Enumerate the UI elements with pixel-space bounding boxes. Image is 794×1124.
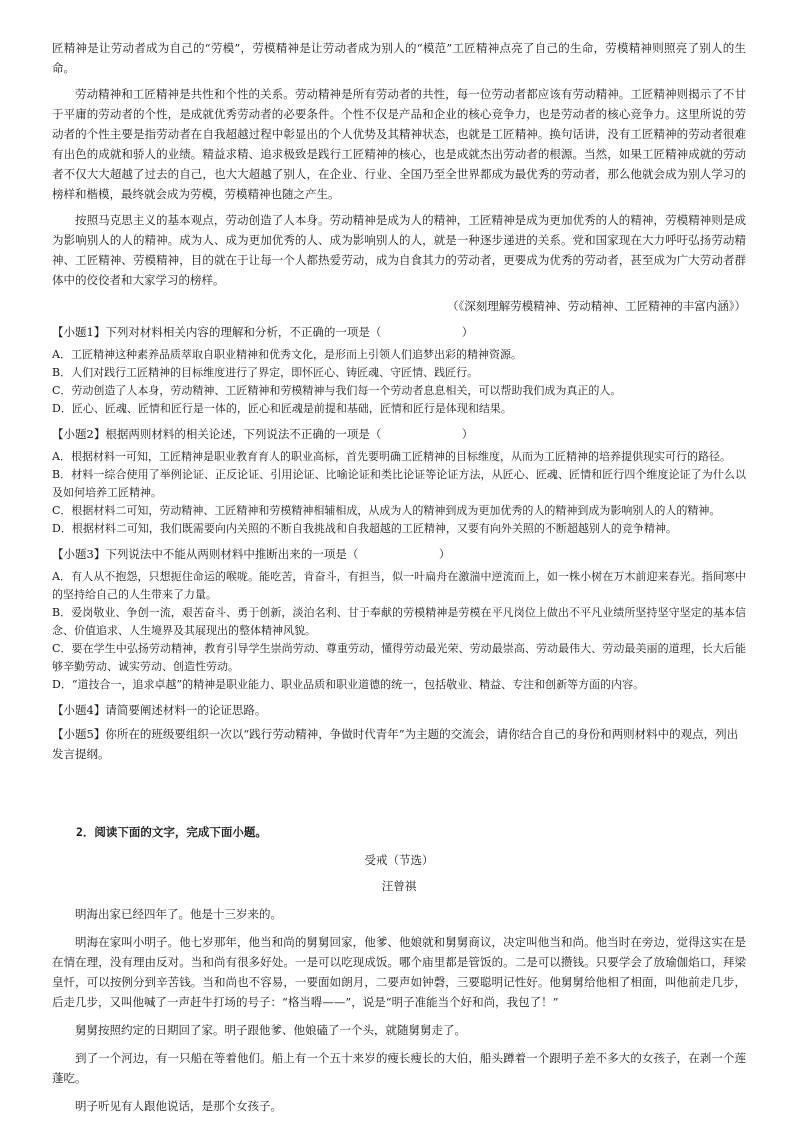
question-3 (52, 544, 746, 694)
document-page (52, 38, 746, 1124)
story-paragraph: 舅舅按照约定的日期回了家。明子跟他爹、他娘磕了一个头，就随舅舅走了。 (75, 1023, 466, 1037)
question-2 (52, 424, 746, 538)
passage-paragraph: 匠精神是让劳动者成为自己的“劳模”，劳模精神是让劳动者成为别人的“模范”工匠精神点亮了自己的生命，劳模精神则照亮了别人的生命。 (52, 41, 746, 75)
question-stem: 【小题3】下列说法中不能从两则材料中推断出来的一项是（ ） (52, 547, 451, 561)
story-body (52, 904, 746, 1116)
question-stem: 【小题2】根据两则材料的相关论述，下列说法不正确的一项是（ ） (52, 427, 474, 441)
section-2-heading: 2．阅读下面的文字，完成下面小题。 (76, 825, 267, 839)
option-c[interactable]: C．劳动创造了人本身，劳动精神、工匠精神和劳模精神与我们每一个劳动者息息相关，可以帮助我们成为真正的人。 (52, 384, 622, 397)
passage-paragraph: 按照马克思主义的基本观点，劳动创造了人本身。劳动精神是成为人的精神，工匠精神是成为更加优秀的人的精神，劳模精神则是成为影响别人的人的精神。成为人、成为更加优秀的人、成为影响别人的人，就是一种逐步递进的关系。党和国家现在大力呼吁弘扬劳动精神、工匠精神、劳模精神，目的就在于让每一个人都热爱劳动，成为自食其力的劳动者，更要成为优秀的劳动者，甚至成为广大劳动者群体中的佼佼者和大家学习的榜样。 (52, 213, 746, 287)
question-1 (52, 322, 746, 418)
option-a[interactable]: A．有人从不抱怨，只想扼住命运的喉咙。能吃苦，肯奋斗，有担当，似一叶扁舟在激湍中逆流而上，如一株小树在万木前迎来春光。指间寒中的坚持给自己的人生带来了力量。 (52, 570, 746, 601)
option-a[interactable]: A．根据材料一可知，工匠精神是职业教育育人的职业高标，首先要明确工匠精神的目标维度，从而为工匠精神的培养提供现实可行的路径。 (52, 450, 731, 463)
story-paragraph: 明子听见有人跟他说话，是那个女孩子。 (75, 1099, 282, 1113)
option-c[interactable]: C．要在学生中弘扬劳动精神，教育引导学生崇尚劳动、尊重劳动，懂得劳动最光荣、劳动最崇高、劳动最伟大、劳动最美丽的道理，长大后能够辛勤劳动、诚实劳动、创造性劳动。 (52, 642, 746, 673)
story-paragraph: 明海在家叫小明子。他七岁那年，他当和尚的舅舅回家，他爹、他娘就和舅舅商议，决定叫他当和尚。他当时在旁边，觉得这实在是在情在理，没有理由反对。当和尚有很多好处。一是可以吃现成饭。哪个庙里都是管饭的。二是可以攒钱。只要学会了放瑜伽焰口，拜梁皇忏，可以按例分到辛苦钱。当和尚也不容易，一要面如朗月，二要声如钟磬，三要聪明记性好。他舅舅给他相了相面，叫他前走几步，后走几步，又叫他喊了一声赶牛打场的号子：“格当嘚——”，说是“明子准能当个好和尚，我包了！” (52, 935, 746, 1009)
option-d[interactable]: D．匠心、匠魂、匠情和匠行是一体的，匠心和匠魂是前提和基础，匠情和匠行是体现和结果。 (52, 402, 512, 415)
story-paragraph: 明海出家已经四年了。他是十三岁来的。 (75, 907, 282, 921)
story-author: 汪曾祺 (381, 879, 417, 893)
option-b[interactable]: B．人们对践行工匠精神的目标维度进行了界定，即怀匠心、铸匠魂、守匠情、践匠行。 (52, 366, 479, 379)
story-title: 受戒（节选） (364, 853, 434, 867)
option-a[interactable]: A．工匠精神这种素养品质萃取自职业精神和优秀文化，是形而上引领人们追梦出彩的精神资源。 (52, 348, 522, 361)
question-5-stem: 【小题5】你所在的班级要组织一次以“践行劳动精神，争做时代青年”为主题的交流会，请你结合自己的身份和两则材料中的观点，列出发言提纲。 (52, 727, 739, 761)
passage-paragraph: 劳动精神和工匠精神是共性和个性的关系。劳动精神是所有劳动者的共性，每一位劳动者都应该有劳动精神。工匠精神则揭示了不甘于平庸的劳动者的个性，是成就优秀劳动者的必要条件。个性不仅是产品和企业的核心竞争力，也是劳动者的核心竞争力。这里所说的劳动者的个性主要是指劳动者在自我超越过程中彰显出的个人优势及其精神状态，也就是工匠精神。换句话讲，没有工匠精神的劳动者很难有出色的成就和骄人的业绩。精益求精、追求极致是践行工匠精神的核心，也是成就杰出劳动者的根源。当然，如果工匠精神成就的劳动者不仅大大超越了过去的自己，也大大超越了别人，在企业、行业、全国乃至全世界都成为最优秀的劳动者，那么他就会成为别人学习的榜样和楷模，最终就会成为劳模，劳模精神也随之产生。 (52, 87, 746, 201)
passage-source: （《深刻理解劳模精神、劳动精神、工匠精神的丰富内涵》） (447, 299, 746, 313)
option-c[interactable]: C．根据材料二可知，劳动精神、工匠精神和劳模精神相辅相成，从成为人的精神到成为更加优秀的人的精神到成为影响别人的人的精神。 (52, 504, 721, 517)
option-d[interactable]: D．根据材料二可知，我们既需要向内关照的不断自我挑战和自我超越的工匠精神，又要有向外关照的不断超越别人的竞争精神。 (52, 522, 677, 535)
question-stem: 【小题1】下列对材料相关内容的理解和分析，不正确的一项是（ ） (52, 325, 474, 339)
question-4-stem: 【小题4】请简要阐述材料一的论证思路。 (52, 703, 267, 717)
option-b[interactable]: B．爱岗敬业、争创一流，艰苦奋斗、勇于创新，淡泊名利、甘于奉献的劳模精神是劳模在平凡岗位上做出不平凡业绩所坚持坚守坚定的基本信念、价值追求、人生境界及其展现出的整体精神风貌。 (52, 606, 746, 637)
option-b[interactable]: B．材料一综合使用了举例论证、正反论证、引用论证、比喻论证和类比论证等论证方法，从匠心、匠魂、匠情和匠行四个维度论证了为什么以及如何培养工匠精神。 (52, 468, 746, 499)
option-d[interactable]: D．“道技合一，追求卓越”的精神是职业能力、职业品质和职业道德的统一，包括敬业、精益、专注和创新等方面的内容。 (52, 678, 645, 691)
story-paragraph: 到了一个河边，有一只船在等着他们。船上有一个五十来岁的瘦长瘦长的大伯，船头蹲着一个跟明子差不多大的女孩子，在剥一个莲蓬吃。 (52, 1051, 746, 1085)
